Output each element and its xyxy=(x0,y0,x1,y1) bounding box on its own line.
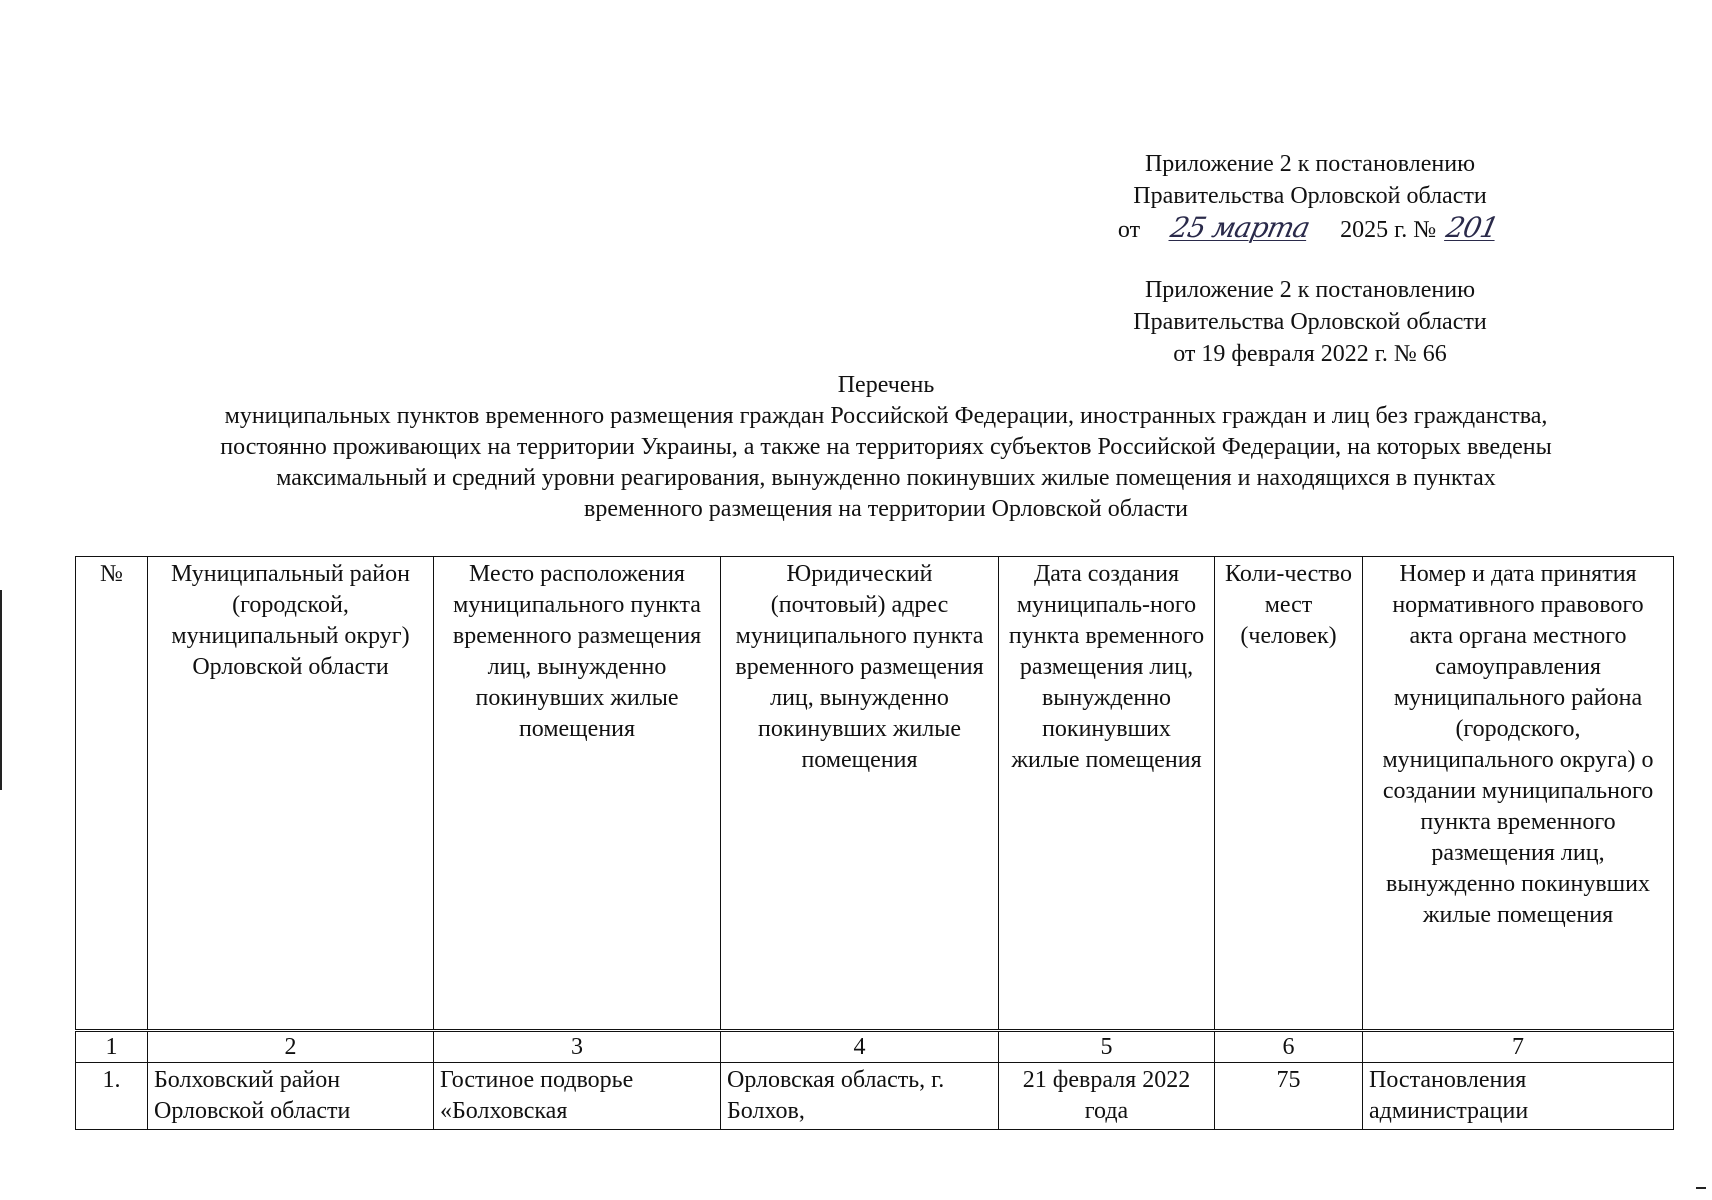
table-header-row xyxy=(76,557,1674,1031)
document-title xyxy=(80,370,1692,525)
column-number: 1 xyxy=(76,1031,148,1063)
column-number: 4 xyxy=(721,1031,999,1063)
handwritten-date: 25 марта xyxy=(1167,211,1313,244)
column-number: 5 xyxy=(999,1031,1215,1063)
row-address: Орловская область, г. Болхов, xyxy=(721,1063,999,1130)
column-number: 6 xyxy=(1215,1031,1363,1063)
scan-edge-mark xyxy=(0,590,2,790)
row-date: 21 февраля 2022 года xyxy=(999,1063,1215,1130)
header-num: № xyxy=(76,557,148,1031)
row-location: Гостиное подворье «Болховская xyxy=(434,1063,721,1130)
title-heading: Перечень xyxy=(837,372,935,398)
header-date: Дата создания муниципаль-ного пункта временного размещения лиц, вынужденно покинувших жилые помещения xyxy=(999,557,1215,1031)
column-number: 2 xyxy=(148,1031,434,1063)
row-places: 75 xyxy=(1215,1063,1363,1130)
appendix-old-line2: Правительства Орловской области xyxy=(1133,309,1487,335)
appendix-old-block xyxy=(1080,274,1540,370)
title-line-4: временного размещения на территории Орловской области xyxy=(584,496,1188,522)
appendix-new-block xyxy=(1080,148,1540,246)
appendix-new-date-prefix: от xyxy=(1117,217,1141,243)
appendix-new-date-middle: 2025 г. № xyxy=(1340,217,1437,243)
title-line-3: максимальный и средний уровни реагирования, вынужденно покинувших жилые помещения и находящихся в пунктах xyxy=(276,465,1496,491)
appendix-new-date-line xyxy=(1080,212,1540,246)
row-act: Постановления администрации xyxy=(1363,1063,1674,1130)
column-number: 7 xyxy=(1363,1031,1674,1063)
shelters-table xyxy=(75,556,1674,1130)
header-district: Муниципальный район (городской, муниципальный округ) Орловской области xyxy=(148,557,434,1031)
title-line-1: муниципальных пунктов временного размещения граждан Российской Федерации, иностранных граждан и лиц без гражданства, xyxy=(224,403,1548,429)
row-num: 1. xyxy=(76,1063,148,1130)
table-row xyxy=(76,1063,1674,1130)
appendix-old-line1: Приложение 2 к постановлению xyxy=(1144,277,1476,303)
appendix-new-line1: Приложение 2 к постановлению xyxy=(1144,151,1476,177)
appendix-new-line2: Правительства Орловской области xyxy=(1133,183,1487,209)
header-address: Юридический (почтовый) адрес муниципального пункта временного размещения лиц, вынужденно покинувших жилые помещения xyxy=(721,557,999,1031)
header-act: Номер и дата принятия нормативного правового акта органа местного самоуправления муниципального района (городского, муниципального округа) о создании муниципального пункта временного размещения лиц, вынужденно покинувших жилые помещения xyxy=(1363,557,1674,1031)
scan-corner-mark xyxy=(1696,1187,1706,1189)
header-location: Место расположения муниципального пункта временного размещения лиц, вынужденно покинувших жилые помещения xyxy=(434,557,721,1031)
handwritten-number: 201 xyxy=(1443,211,1501,244)
header-places: Коли-чество мест (человек) xyxy=(1215,557,1363,1031)
row-district: Болховский район Орловской области xyxy=(148,1063,434,1130)
title-line-2: постоянно проживающих на территории Украины, а также на территориях субъектов Российской Федерации, на которых введены xyxy=(220,434,1552,460)
appendix-old-line3: от 19 февраля 2022 г. № 66 xyxy=(1173,341,1447,367)
column-number-row xyxy=(76,1031,1674,1063)
column-number: 3 xyxy=(434,1031,721,1063)
